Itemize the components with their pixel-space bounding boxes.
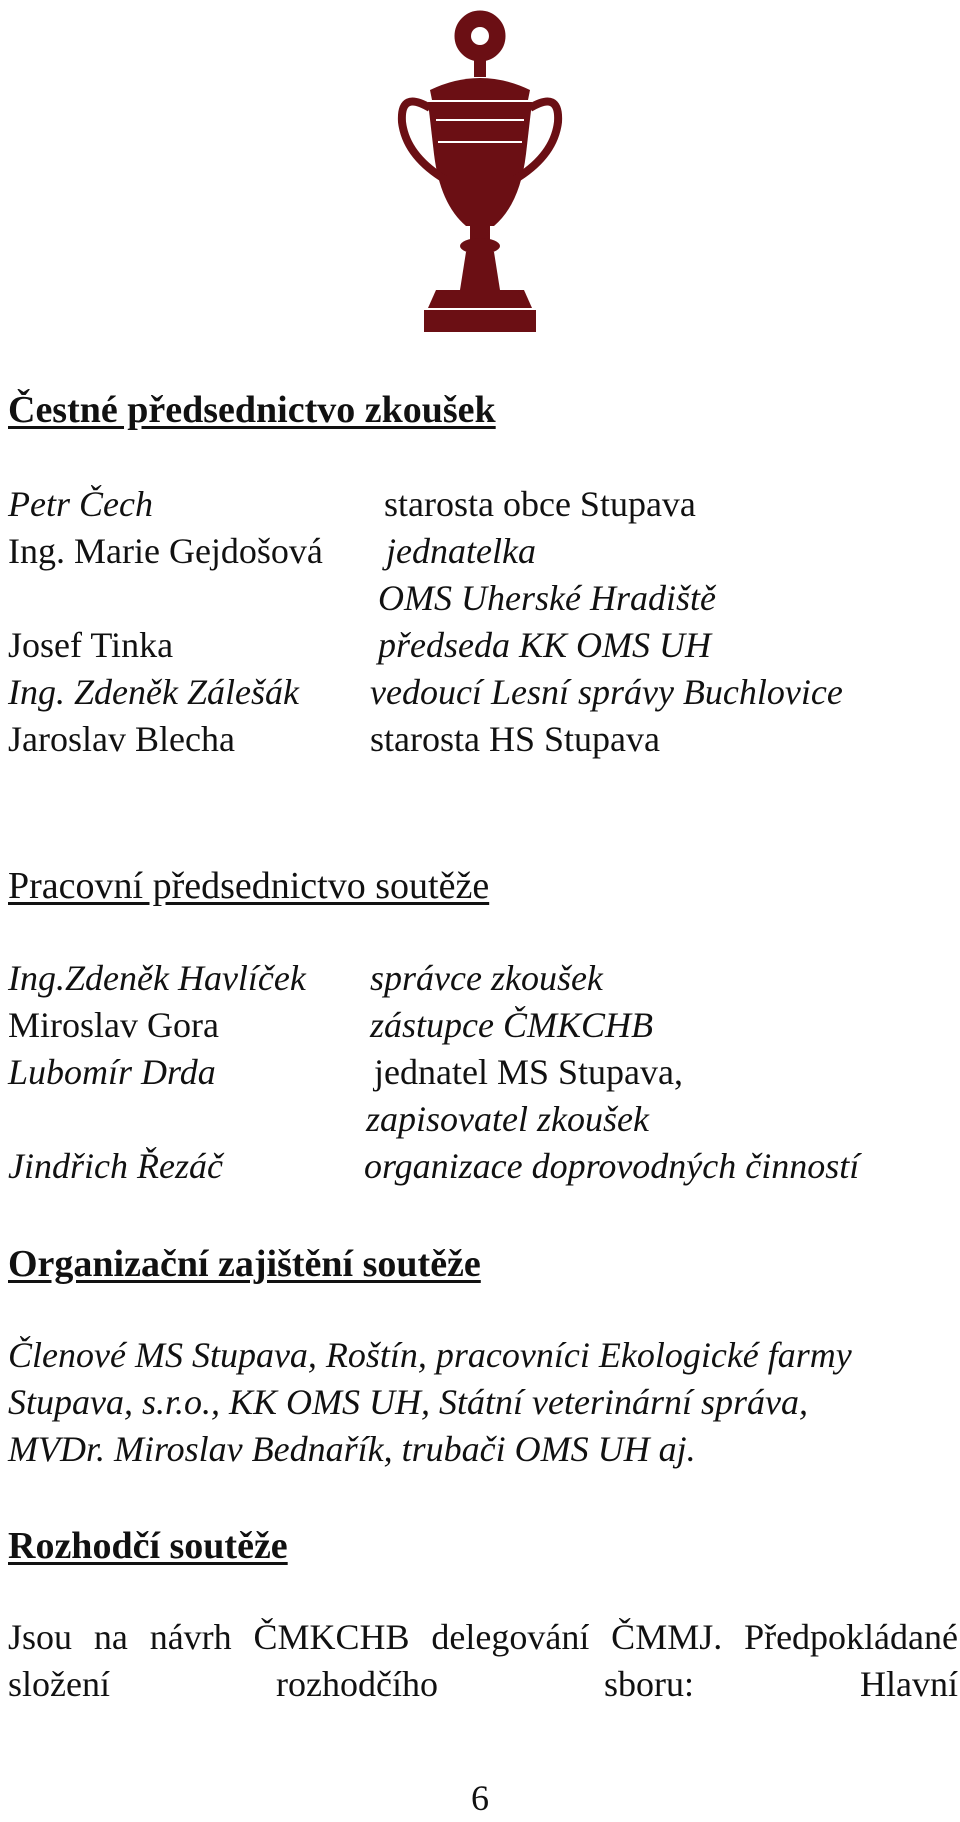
organization-text: Členové MS Stupava, Roštín, pracovníci Ekologické farmy Stupava, s.r.o., KK OMS UH, Státní veterinární správa, MVDr. Miroslav Bednařík, trubači OMS UH aj.	[8, 1335, 852, 1469]
member-role: předseda KK OMS UH	[378, 625, 711, 665]
member-role: OMS Uherské Hradiště	[378, 578, 716, 618]
member-name: Ing. Marie Gejdošová	[8, 531, 323, 571]
section-heading-organization: Organizační zajištění soutěže	[8, 1243, 481, 1285]
section-heading-honorary: Čestné předsednictvo zkoušek	[8, 389, 496, 431]
member-role: vedoucí Lesní správy Buchlovice	[370, 672, 843, 712]
member-role: zapisovatel zkoušek	[366, 1099, 649, 1139]
trophy-cup-icon	[390, 4, 570, 336]
member-role: jednatelka	[386, 531, 536, 571]
member-role: starosta HS Stupava	[370, 719, 660, 759]
section-heading-judges: Rozhodčí soutěže	[8, 1525, 288, 1567]
member-role: správce zkoušek	[370, 958, 603, 998]
member-role: jednatel MS Stupava,	[374, 1052, 683, 1092]
judges-text: Jsou na návrh ČMKCHB delegování ČMMJ. Předpokládané složení rozhodčího sboru: Hlavní	[8, 1617, 958, 1704]
member-role: zástupce ČMKCHB	[370, 1005, 653, 1045]
member-name: Jaroslav Blecha	[8, 719, 235, 759]
member-name: Petr Čech	[8, 484, 153, 524]
member-name: Josef Tinka	[8, 625, 174, 665]
member-name: Jindřich Řezáč	[8, 1146, 223, 1186]
section-heading-working: Pracovní předsednictvo soutěže	[8, 865, 490, 907]
member-name: Lubomír Drda	[8, 1052, 216, 1092]
member-role: organizace doprovodných činností	[364, 1146, 860, 1186]
member-name: Ing.Zdeněk Havlíček	[8, 958, 306, 998]
member-role: starosta obce Stupava	[384, 484, 696, 524]
member-name: Miroslav Gora	[8, 1005, 219, 1045]
member-name: Ing. Zdeněk Zálešák	[8, 672, 299, 712]
page-number: 6	[471, 1778, 489, 1818]
